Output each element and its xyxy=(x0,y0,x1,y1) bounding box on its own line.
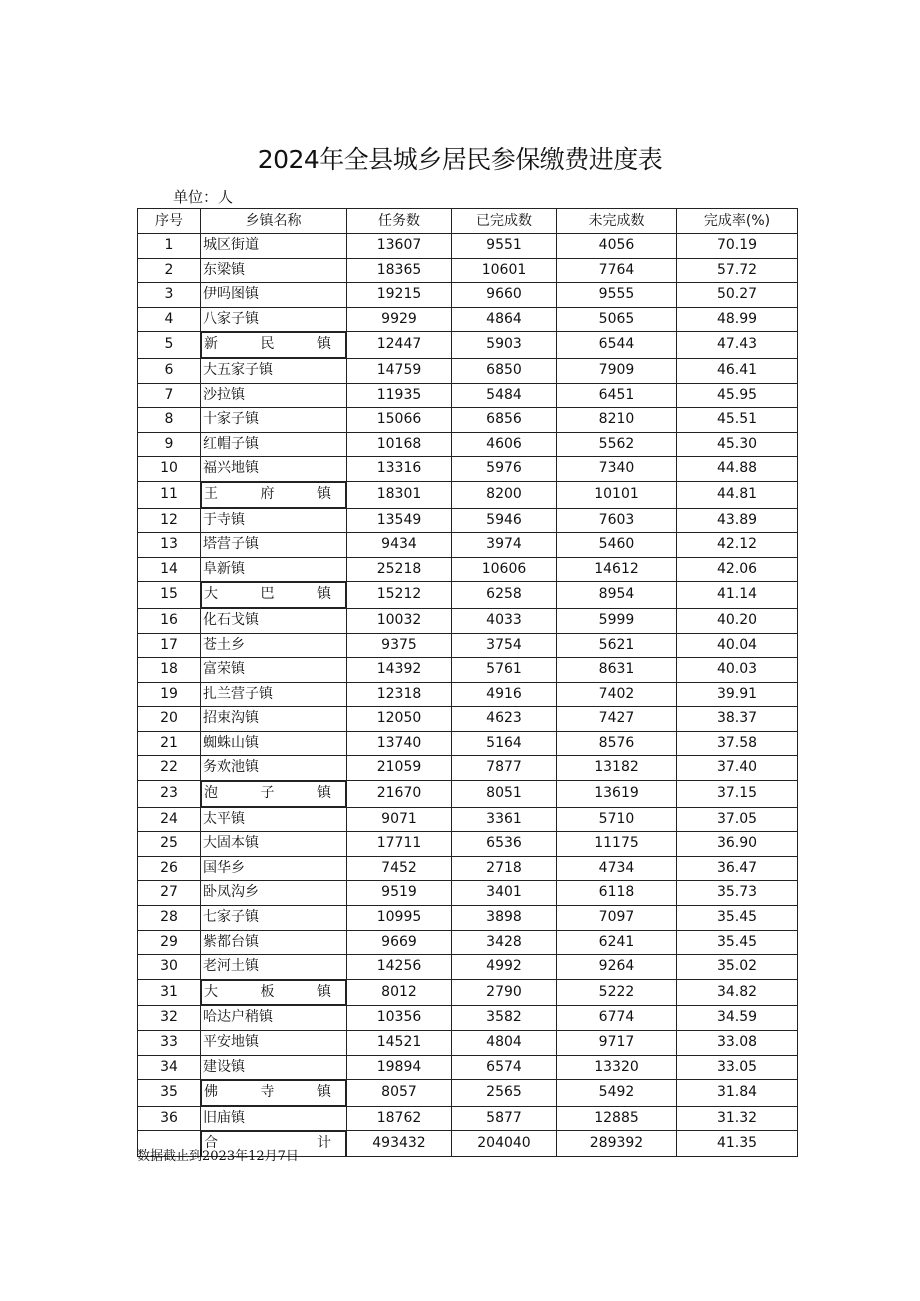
cell-done: 3361 xyxy=(452,807,557,832)
cell-no: 18 xyxy=(138,658,201,683)
town-name-char: 镇 xyxy=(317,983,331,1000)
cell-undone: 7603 xyxy=(557,508,677,533)
table-row xyxy=(138,234,798,259)
cell-town-name: 紫都台镇 xyxy=(201,930,347,955)
cell-rate: 42.06 xyxy=(677,557,798,582)
table-row xyxy=(138,930,798,955)
cell-done: 6856 xyxy=(452,408,557,433)
cell-no: 33 xyxy=(138,1031,201,1056)
table-header-row xyxy=(138,209,798,234)
cell-rate: 39.91 xyxy=(677,682,798,707)
cell-task: 19215 xyxy=(347,283,452,308)
cell-task: 25218 xyxy=(347,557,452,582)
cell-rate: 35.02 xyxy=(677,955,798,980)
cell-rate: 34.59 xyxy=(677,1006,798,1031)
cell-task: 10995 xyxy=(347,906,452,931)
cell-task: 17711 xyxy=(347,832,452,857)
header-no: 序号 xyxy=(138,209,201,234)
cell-undone: 7764 xyxy=(557,258,677,283)
table-row xyxy=(138,608,798,633)
table-row xyxy=(138,881,798,906)
cell-undone: 4734 xyxy=(557,856,677,881)
cell-done: 5761 xyxy=(452,658,557,683)
cell-undone: 5562 xyxy=(557,432,677,457)
cell-no: 15 xyxy=(138,582,201,609)
cell-undone: 8210 xyxy=(557,408,677,433)
cell-task: 12447 xyxy=(347,332,452,359)
cell-town-name: 沙拉镇 xyxy=(201,383,347,408)
cell-undone: 5460 xyxy=(557,533,677,558)
cell-rate: 40.20 xyxy=(677,608,798,633)
cell-undone: 13182 xyxy=(557,756,677,781)
cell-town-name xyxy=(201,980,346,1006)
cell-task: 13740 xyxy=(347,731,452,756)
cell-rate: 40.04 xyxy=(677,633,798,658)
town-name-char: 镇 xyxy=(317,586,331,603)
cell-no: 12 xyxy=(138,508,201,533)
cell-task: 18762 xyxy=(347,1106,452,1131)
cell-task: 21059 xyxy=(347,756,452,781)
cell-no: 17 xyxy=(138,633,201,658)
cell-rate: 43.89 xyxy=(677,508,798,533)
cell-done: 6536 xyxy=(452,832,557,857)
cell-undone: 11175 xyxy=(557,832,677,857)
cell-town-name: 富荣镇 xyxy=(201,658,347,683)
table-row xyxy=(138,557,798,582)
cell-task: 18365 xyxy=(347,258,452,283)
cell-undone: 9264 xyxy=(557,955,677,980)
cell-task: 14256 xyxy=(347,955,452,980)
cell-rate: 37.40 xyxy=(677,756,798,781)
cell-no: 3 xyxy=(138,283,201,308)
cell-town-name: 阜新镇 xyxy=(201,557,347,582)
cell-no: 31 xyxy=(138,979,201,1006)
cell-town-name xyxy=(201,1080,346,1106)
cell-task: 9434 xyxy=(347,533,452,558)
cell-undone: 10101 xyxy=(557,481,677,508)
header-rate: 完成率(%) xyxy=(677,209,798,234)
cell-no: 1 xyxy=(138,234,201,259)
cell-no: 10 xyxy=(138,457,201,482)
cell-undone: 5222 xyxy=(557,979,677,1006)
cell-done: 9551 xyxy=(452,234,557,259)
town-name-char: 计 xyxy=(317,1135,331,1152)
table-row xyxy=(138,1106,798,1131)
cell-rate: 48.99 xyxy=(677,307,798,332)
cell-town-name xyxy=(201,781,346,807)
table-row xyxy=(138,1055,798,1080)
cell-done: 2565 xyxy=(452,1080,557,1107)
cell-done: 3898 xyxy=(452,906,557,931)
cell-done: 4606 xyxy=(452,432,557,457)
cell-rate: 36.90 xyxy=(677,832,798,857)
cell-town-name: 红帽子镇 xyxy=(201,432,347,457)
cell-no: 11 xyxy=(138,481,201,508)
cell-done: 6850 xyxy=(452,358,557,383)
cell-rate: 45.51 xyxy=(677,408,798,433)
cell-town-name: 七家子镇 xyxy=(201,906,347,931)
cell-no: 8 xyxy=(138,408,201,433)
cell-undone: 5710 xyxy=(557,807,677,832)
cell-task: 14759 xyxy=(347,358,452,383)
footnote: 数据截止到2023年12月7日 xyxy=(137,1149,299,1164)
cell-town-name: 东梁镇 xyxy=(201,258,347,283)
cell-task: 21670 xyxy=(347,781,452,808)
cell-task: 10032 xyxy=(347,608,452,633)
table-row xyxy=(138,358,798,383)
cell-done: 6574 xyxy=(452,1055,557,1080)
cell-task: 19894 xyxy=(347,1055,452,1080)
cell-no: 23 xyxy=(138,781,201,808)
cell-task: 15066 xyxy=(347,408,452,433)
cell-done: 5484 xyxy=(452,383,557,408)
cell-task: 14521 xyxy=(347,1031,452,1056)
cell-done: 5164 xyxy=(452,731,557,756)
town-name-char: 合 xyxy=(204,1135,218,1152)
cell-rate: 57.72 xyxy=(677,258,798,283)
cell-town-name: 大五家子镇 xyxy=(201,358,347,383)
cell-town-name: 十家子镇 xyxy=(201,408,347,433)
cell-no: 2 xyxy=(138,258,201,283)
table-row xyxy=(138,533,798,558)
cell-no: 24 xyxy=(138,807,201,832)
cell-done: 4992 xyxy=(452,955,557,980)
cell-done: 10601 xyxy=(452,258,557,283)
cell-done: 8051 xyxy=(452,781,557,808)
cell-no: 14 xyxy=(138,557,201,582)
cell-undone: 7427 xyxy=(557,707,677,732)
cell-undone: 6241 xyxy=(557,930,677,955)
cell-undone: 5621 xyxy=(557,633,677,658)
cell-undone: 13619 xyxy=(557,781,677,808)
cell-task: 9071 xyxy=(347,807,452,832)
town-name-char: 镇 xyxy=(317,785,331,802)
table-row xyxy=(138,432,798,457)
cell-no: 16 xyxy=(138,608,201,633)
cell-done: 6258 xyxy=(452,582,557,609)
cell-town-name: 化石戈镇 xyxy=(201,608,347,633)
cell-done: 3754 xyxy=(452,633,557,658)
cell-task: 8057 xyxy=(347,1080,452,1107)
town-name-char: 镇 xyxy=(317,336,331,353)
cell-done: 4033 xyxy=(452,608,557,633)
cell-done: 204040 xyxy=(452,1131,557,1157)
table-row xyxy=(138,781,798,808)
cell-town-name: 老河土镇 xyxy=(201,955,347,980)
table-row xyxy=(138,807,798,832)
cell-town-name: 平安地镇 xyxy=(201,1031,347,1056)
cell-task: 9929 xyxy=(347,307,452,332)
cell-done: 3974 xyxy=(452,533,557,558)
cell-rate: 37.15 xyxy=(677,781,798,808)
town-name-char: 寺 xyxy=(260,1084,275,1101)
cell-task: 493432 xyxy=(347,1131,452,1157)
header-task: 任务数 xyxy=(347,209,452,234)
cell-done: 4916 xyxy=(452,682,557,707)
cell-rate: 40.03 xyxy=(677,658,798,683)
cell-no: 22 xyxy=(138,756,201,781)
cell-task: 13316 xyxy=(347,457,452,482)
table-row xyxy=(138,383,798,408)
town-name-char: 泡 xyxy=(204,785,218,802)
cell-done: 3401 xyxy=(452,881,557,906)
table-row xyxy=(138,682,798,707)
cell-town-name: 旧庙镇 xyxy=(201,1106,347,1131)
cell-town-name: 蜘蛛山镇 xyxy=(201,731,347,756)
cell-no: 28 xyxy=(138,906,201,931)
cell-undone: 6774 xyxy=(557,1006,677,1031)
town-name-char: 大 xyxy=(204,983,218,1000)
cell-rate: 45.30 xyxy=(677,432,798,457)
table-row xyxy=(138,707,798,732)
cell-rate: 34.82 xyxy=(677,979,798,1006)
cell-rate: 44.88 xyxy=(677,457,798,482)
cell-town-name: 于寺镇 xyxy=(201,508,347,533)
town-name-char: 子 xyxy=(260,785,275,802)
cell-town-name: 八家子镇 xyxy=(201,307,347,332)
cell-done: 5976 xyxy=(452,457,557,482)
header-name: 乡镇名称 xyxy=(201,209,347,234)
table-row xyxy=(138,658,798,683)
cell-task: 13607 xyxy=(347,234,452,259)
cell-undone: 7340 xyxy=(557,457,677,482)
town-name-char: 大 xyxy=(204,586,218,603)
cell-no: 29 xyxy=(138,930,201,955)
cell-undone: 4056 xyxy=(557,234,677,259)
town-name-char: 民 xyxy=(260,336,275,353)
cell-no: 21 xyxy=(138,731,201,756)
cell-rate: 35.45 xyxy=(677,930,798,955)
cell-undone: 9717 xyxy=(557,1031,677,1056)
town-name-char: 镇 xyxy=(317,485,331,502)
cell-task: 15212 xyxy=(347,582,452,609)
cell-rate: 37.58 xyxy=(677,731,798,756)
cell-done: 7877 xyxy=(452,756,557,781)
cell-rate: 33.05 xyxy=(677,1055,798,1080)
cell-done: 3428 xyxy=(452,930,557,955)
cell-rate: 36.47 xyxy=(677,856,798,881)
unit-label: 单位：人 xyxy=(173,188,234,206)
cell-town-name: 塔营子镇 xyxy=(201,533,347,558)
cell-undone: 12885 xyxy=(557,1106,677,1131)
cell-task: 13549 xyxy=(347,508,452,533)
cell-done: 4864 xyxy=(452,307,557,332)
cell-town-name: 苍土乡 xyxy=(201,633,347,658)
cell-town-name: 建设镇 xyxy=(201,1055,347,1080)
table-row xyxy=(138,582,798,609)
cell-undone: 5492 xyxy=(557,1080,677,1107)
town-name-char: 王 xyxy=(204,485,218,502)
cell-done: 9660 xyxy=(452,283,557,308)
cell-no: 20 xyxy=(138,707,201,732)
cell-task: 10356 xyxy=(347,1006,452,1031)
cell-done: 5946 xyxy=(452,508,557,533)
table-row xyxy=(138,1031,798,1056)
cell-town-name: 卧凤沟乡 xyxy=(201,881,347,906)
town-name-char: 镇 xyxy=(317,1084,331,1101)
cell-town-name: 招束沟镇 xyxy=(201,707,347,732)
cell-undone: 7909 xyxy=(557,358,677,383)
cell-done: 8200 xyxy=(452,481,557,508)
table-row xyxy=(138,1080,798,1107)
cell-rate: 50.27 xyxy=(677,283,798,308)
cell-done: 5903 xyxy=(452,332,557,359)
header-undone: 未完成数 xyxy=(557,209,677,234)
cell-town-name xyxy=(201,582,346,608)
cell-task: 9375 xyxy=(347,633,452,658)
cell-no: 26 xyxy=(138,856,201,881)
cell-task: 8012 xyxy=(347,979,452,1006)
cell-undone: 7402 xyxy=(557,682,677,707)
cell-rate: 70.19 xyxy=(677,234,798,259)
cell-task: 14392 xyxy=(347,658,452,683)
cell-task: 9519 xyxy=(347,881,452,906)
table-row xyxy=(138,283,798,308)
cell-town-name: 太平镇 xyxy=(201,807,347,832)
cell-rate: 37.05 xyxy=(677,807,798,832)
header-done: 已完成数 xyxy=(452,209,557,234)
cell-town-name: 福兴地镇 xyxy=(201,457,347,482)
table-row xyxy=(138,1006,798,1031)
table-row xyxy=(138,832,798,857)
cell-undone: 6544 xyxy=(557,332,677,359)
cell-rate: 31.84 xyxy=(677,1080,798,1107)
cell-rate: 44.81 xyxy=(677,481,798,508)
cell-town-name: 哈达户稍镇 xyxy=(201,1006,347,1031)
progress-table xyxy=(137,208,798,1157)
table-row xyxy=(138,408,798,433)
cell-task: 10168 xyxy=(347,432,452,457)
cell-done: 2718 xyxy=(452,856,557,881)
cell-undone: 13320 xyxy=(557,1055,677,1080)
cell-no: 35 xyxy=(138,1080,201,1107)
table-row xyxy=(138,906,798,931)
cell-no: 27 xyxy=(138,881,201,906)
table-row xyxy=(138,756,798,781)
cell-no: 32 xyxy=(138,1006,201,1031)
table-row xyxy=(138,307,798,332)
cell-task: 11935 xyxy=(347,383,452,408)
cell-done: 10606 xyxy=(452,557,557,582)
cell-rate: 33.08 xyxy=(677,1031,798,1056)
table-row xyxy=(138,955,798,980)
cell-undone: 5999 xyxy=(557,608,677,633)
cell-no: 30 xyxy=(138,955,201,980)
cell-town-name: 城区街道 xyxy=(201,234,347,259)
cell-no: 36 xyxy=(138,1106,201,1131)
cell-task: 12318 xyxy=(347,682,452,707)
cell-done: 4623 xyxy=(452,707,557,732)
cell-town-name: 大固本镇 xyxy=(201,832,347,857)
town-name-char: 府 xyxy=(260,485,275,502)
cell-town-name: 务欢池镇 xyxy=(201,756,347,781)
cell-rate: 38.37 xyxy=(677,707,798,732)
table-row xyxy=(138,332,798,359)
cell-task: 7452 xyxy=(347,856,452,881)
cell-undone: 289392 xyxy=(557,1131,677,1157)
cell-no: 6 xyxy=(138,358,201,383)
cell-rate: 42.12 xyxy=(677,533,798,558)
cell-rate: 35.73 xyxy=(677,881,798,906)
cell-town-name: 国华乡 xyxy=(201,856,347,881)
cell-no: 34 xyxy=(138,1055,201,1080)
cell-rate: 41.35 xyxy=(677,1131,798,1157)
cell-rate: 41.14 xyxy=(677,582,798,609)
cell-undone: 9555 xyxy=(557,283,677,308)
cell-undone: 8631 xyxy=(557,658,677,683)
table-row xyxy=(138,979,798,1006)
table-row xyxy=(138,457,798,482)
cell-rate: 45.95 xyxy=(677,383,798,408)
cell-no: 25 xyxy=(138,832,201,857)
table-row xyxy=(138,481,798,508)
cell-task: 9669 xyxy=(347,930,452,955)
cell-rate: 35.45 xyxy=(677,906,798,931)
cell-undone: 5065 xyxy=(557,307,677,332)
cell-undone: 6118 xyxy=(557,881,677,906)
cell-done: 4804 xyxy=(452,1031,557,1056)
town-name-char: 新 xyxy=(204,336,218,353)
cell-town-name: 扎兰营子镇 xyxy=(201,682,347,707)
cell-done: 3582 xyxy=(452,1006,557,1031)
table-row xyxy=(138,731,798,756)
cell-task: 12050 xyxy=(347,707,452,732)
table-body xyxy=(138,234,798,1157)
cell-undone: 6451 xyxy=(557,383,677,408)
cell-town-name: 伊吗图镇 xyxy=(201,283,347,308)
cell-no: 7 xyxy=(138,383,201,408)
table-row xyxy=(138,258,798,283)
cell-done: 5877 xyxy=(452,1106,557,1131)
table-row xyxy=(138,633,798,658)
table-row xyxy=(138,508,798,533)
cell-no: 4 xyxy=(138,307,201,332)
town-name-char: 板 xyxy=(260,983,275,1000)
cell-rate: 47.43 xyxy=(677,332,798,359)
table-row xyxy=(138,856,798,881)
cell-no: 19 xyxy=(138,682,201,707)
cell-no: 13 xyxy=(138,533,201,558)
cell-undone: 7097 xyxy=(557,906,677,931)
cell-undone: 14612 xyxy=(557,557,677,582)
cell-rate: 31.32 xyxy=(677,1106,798,1131)
cell-undone: 8576 xyxy=(557,731,677,756)
town-name-char: 巴 xyxy=(260,586,275,603)
town-name-char: 佛 xyxy=(204,1084,218,1101)
page-title: 2024年全县城乡居民参保缴费进度表 xyxy=(257,145,663,174)
cell-no: 9 xyxy=(138,432,201,457)
cell-task: 18301 xyxy=(347,481,452,508)
cell-done: 2790 xyxy=(452,979,557,1006)
cell-undone: 8954 xyxy=(557,582,677,609)
cell-no: 5 xyxy=(138,332,201,359)
cell-rate: 46.41 xyxy=(677,358,798,383)
cell-town-name xyxy=(201,482,346,508)
cell-town-name xyxy=(201,332,346,358)
